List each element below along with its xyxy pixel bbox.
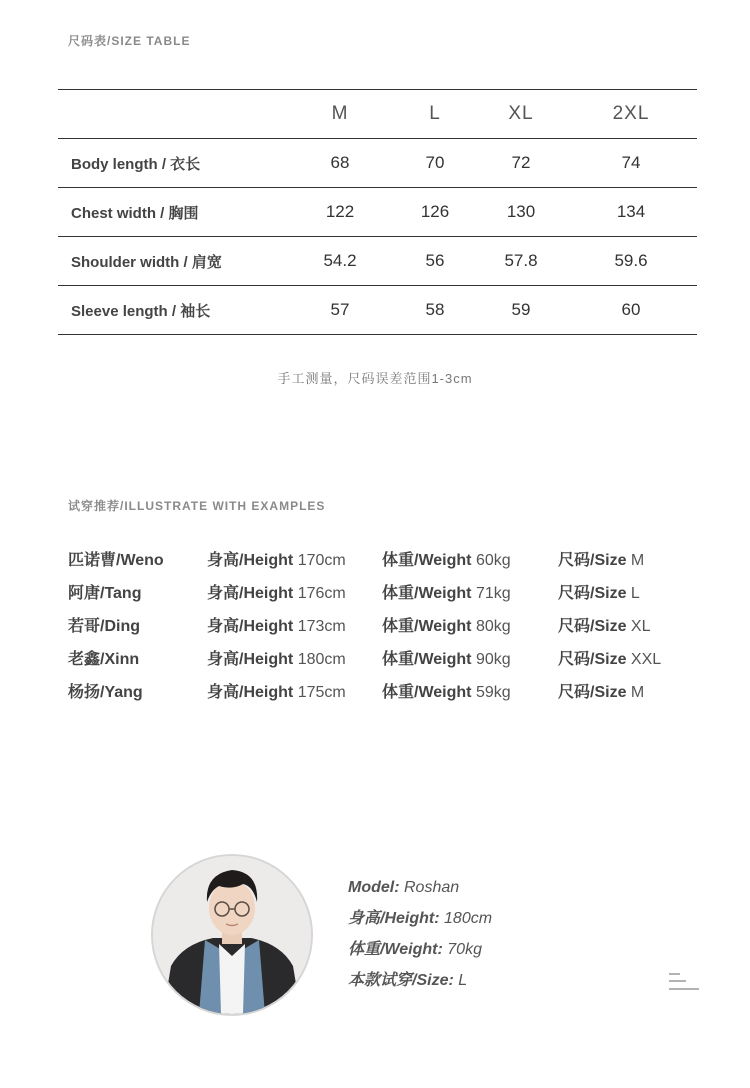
- weight-label: 体重/Weight: [382, 684, 472, 701]
- size-value: L: [630, 585, 640, 602]
- list-item: [68, 682, 708, 715]
- model-avatar: [151, 854, 313, 1016]
- example-height: [207, 550, 346, 572]
- table-row: [58, 286, 697, 335]
- model-size-value: L: [458, 972, 468, 989]
- size-table: [58, 89, 697, 335]
- list-item: [68, 649, 708, 682]
- example-size: [558, 616, 651, 638]
- table-cell: 54.2: [323, 251, 357, 270]
- example-name: 老鑫/Xinn: [68, 651, 140, 668]
- measurement-note: 手工测量，尺码误差范围1-3cm: [277, 371, 473, 386]
- size-value: XXL: [630, 651, 662, 668]
- model-height-label: 身高/Height:: [348, 910, 440, 927]
- size-column-header: L: [429, 103, 441, 124]
- examples-list: [68, 550, 708, 715]
- table-row: [58, 237, 697, 286]
- example-weight: [382, 682, 511, 704]
- height-label: 身高/Height: [207, 618, 294, 635]
- weight-label: 体重/Weight: [382, 552, 472, 569]
- model-height-value: 180cm: [444, 910, 493, 927]
- weight-value: 80kg: [475, 618, 511, 635]
- list-item: [68, 550, 708, 583]
- size-table-title: 尺码表/SIZE TABLE: [68, 34, 191, 48]
- example-size: [558, 583, 640, 605]
- row-label: Body length / 衣长: [71, 155, 201, 173]
- model-label: Model:: [348, 879, 400, 896]
- table-row: [58, 188, 697, 237]
- model-info: [348, 876, 608, 1000]
- example-height: [207, 583, 346, 605]
- model-weight-label: 体重/Weight:: [348, 941, 443, 958]
- example-name: 杨扬/Yang: [68, 684, 143, 701]
- model-value: Roshan: [404, 879, 460, 896]
- example-name: 若哥/Ding: [68, 618, 140, 635]
- example-height: [207, 682, 346, 704]
- weight-label: 体重/Weight: [382, 651, 472, 668]
- examples-title: 试穿推荐/ILLUSTRATE WITH EXAMPLES: [68, 499, 326, 513]
- model-size-row: [348, 969, 608, 1000]
- height-value: 175cm: [297, 684, 346, 701]
- table-cell: 57.8: [504, 251, 538, 270]
- height-label: 身高/Height: [207, 552, 294, 569]
- example-weight: [382, 649, 511, 671]
- size-label: 尺码/Size: [558, 684, 627, 701]
- example-height: [207, 649, 346, 671]
- example-weight: [382, 583, 511, 605]
- size-label: 尺码/Size: [558, 651, 627, 668]
- height-value: 170cm: [297, 552, 346, 569]
- example-height: [207, 616, 346, 638]
- weight-value: 59kg: [475, 684, 511, 701]
- model-portrait-illustration: [153, 856, 311, 1014]
- table-cell: 59: [511, 300, 531, 319]
- weight-value: 60kg: [475, 552, 511, 569]
- weight-value: 90kg: [475, 651, 511, 668]
- size-label: 尺码/Size: [558, 618, 627, 635]
- height-value: 180cm: [297, 651, 346, 668]
- table-cell: 134: [616, 202, 646, 221]
- size-label: 尺码/Size: [558, 552, 627, 569]
- weight-label: 体重/Weight: [382, 618, 472, 635]
- list-item: [68, 616, 708, 649]
- example-name: 匹诺曹/Weno: [68, 552, 164, 569]
- size-column-header: XL: [508, 103, 534, 124]
- example-size: [558, 682, 644, 704]
- height-label: 身高/Height: [207, 684, 294, 701]
- row-label: Shoulder width / 肩宽: [71, 253, 222, 271]
- table-cell: 58: [425, 300, 445, 319]
- weight-value: 71kg: [475, 585, 511, 602]
- menu-lines-icon[interactable]: [668, 970, 700, 992]
- height-value: 176cm: [297, 585, 346, 602]
- table-cell: 60: [621, 300, 641, 319]
- list-item: [68, 583, 708, 616]
- height-label: 身高/Height: [207, 585, 294, 602]
- size-value: M: [630, 552, 645, 569]
- table-cell: 74: [621, 153, 641, 172]
- height-label: 身高/Height: [207, 651, 294, 668]
- weight-label: 体重/Weight: [382, 585, 472, 602]
- table-cell: 56: [425, 251, 445, 270]
- size-value: XL: [630, 618, 651, 635]
- table-cell: 57: [330, 300, 350, 319]
- size-label: 尺码/Size: [558, 585, 627, 602]
- height-value: 173cm: [297, 618, 346, 635]
- size-column-header: M: [331, 103, 349, 124]
- example-name: 阿唐/Tang: [68, 585, 142, 602]
- table-cell: 59.6: [614, 251, 648, 270]
- model-name-row: [348, 876, 608, 907]
- table-cell: 130: [506, 202, 536, 221]
- size-table-header-row: [58, 90, 697, 139]
- table-row: [58, 139, 697, 188]
- table-cell: 122: [325, 202, 355, 221]
- example-size: [558, 649, 661, 671]
- example-size: [558, 550, 644, 572]
- row-label: Sleeve length / 袖长: [71, 302, 211, 320]
- model-size-label: 本款试穿/Size:: [348, 972, 454, 989]
- table-cell: 68: [330, 153, 350, 172]
- table-cell: 70: [425, 153, 445, 172]
- model-height-row: [348, 907, 608, 938]
- size-column-header: 2XL: [612, 103, 650, 124]
- table-cell: 126: [420, 202, 450, 221]
- example-weight: [382, 616, 511, 638]
- table-cell: 72: [511, 153, 531, 172]
- row-label: Chest width / 胸围: [71, 204, 199, 222]
- model-weight-value: 70kg: [447, 941, 482, 958]
- example-weight: [382, 550, 511, 572]
- model-weight-row: [348, 938, 608, 969]
- menu-lines-svg: [668, 970, 700, 992]
- size-value: M: [630, 684, 645, 701]
